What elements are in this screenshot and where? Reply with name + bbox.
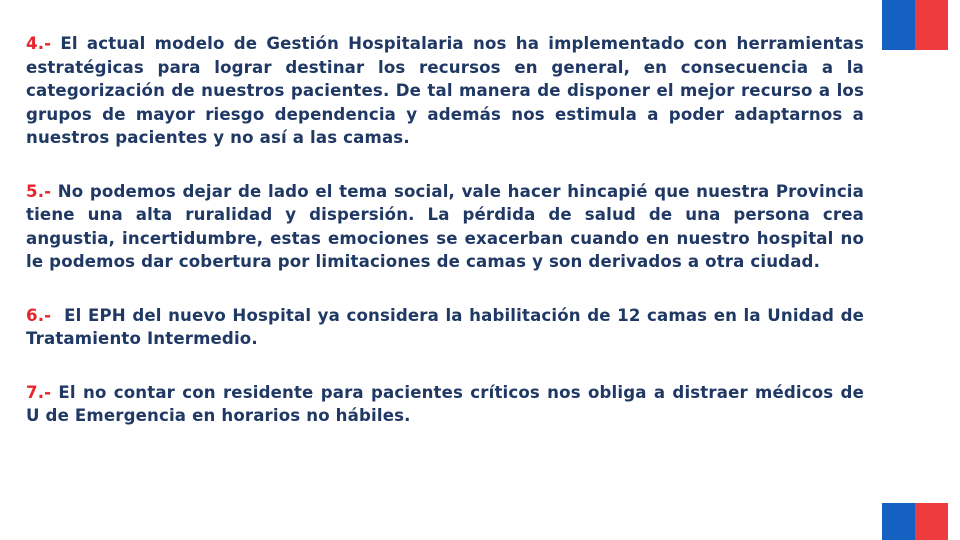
- slide-content: [26, 32, 870, 428]
- flag-blue-band: [882, 503, 915, 540]
- paragraph-number: 5.-: [26, 181, 52, 201]
- flag-stripe-bottom: [882, 503, 948, 540]
- paragraph-number: 7.-: [26, 382, 52, 402]
- paragraph-6: [26, 304, 870, 351]
- paragraph-7: [26, 381, 864, 428]
- paragraph-4: [26, 32, 864, 150]
- paragraph-text: El EPH del nuevo Hospital ya considera la habilitación de 12 camas en la Unidad de Tratamiento Intermedio.: [26, 305, 870, 348]
- paragraph-text: El actual modelo de Gestión Hospitalaria nos ha implementado con herramientas estratégicas para lograr destinar los recursos en general, en consecuencia a la categorización de nuestros pacientes. De tal manera de disponer el mejor recurso a los grupos de mayor riesgo dependencia y además nos estimula a poder adaptarnos a nuestros pacientes y no así a las camas.: [26, 34, 864, 147]
- flag-blue-band: [882, 0, 915, 50]
- flag-stripe-top: [882, 0, 948, 50]
- paragraph-number: 6.-: [26, 305, 52, 325]
- flag-red-band: [915, 0, 948, 50]
- paragraph-number: 4.-: [26, 34, 52, 53]
- paragraph-text: El no contar con residente para pacientes críticos nos obliga a distraer médicos de U de Emergencia en horarios no hábiles.: [26, 382, 864, 425]
- paragraph-text: No podemos dejar de lado el tema social, vale hacer hincapié que nuestra Provincia tiene una alta ruralidad y dispersión. La pérdida de salud de una persona crea angustia, incertidumbre, estas emociones se exacerban cuando en nuestro hospital no le podemos dar cobertura por limitaciones de camas y son derivados a otra ciudad.: [26, 181, 864, 271]
- flag-red-band: [915, 503, 948, 540]
- paragraph-5: [26, 180, 864, 274]
